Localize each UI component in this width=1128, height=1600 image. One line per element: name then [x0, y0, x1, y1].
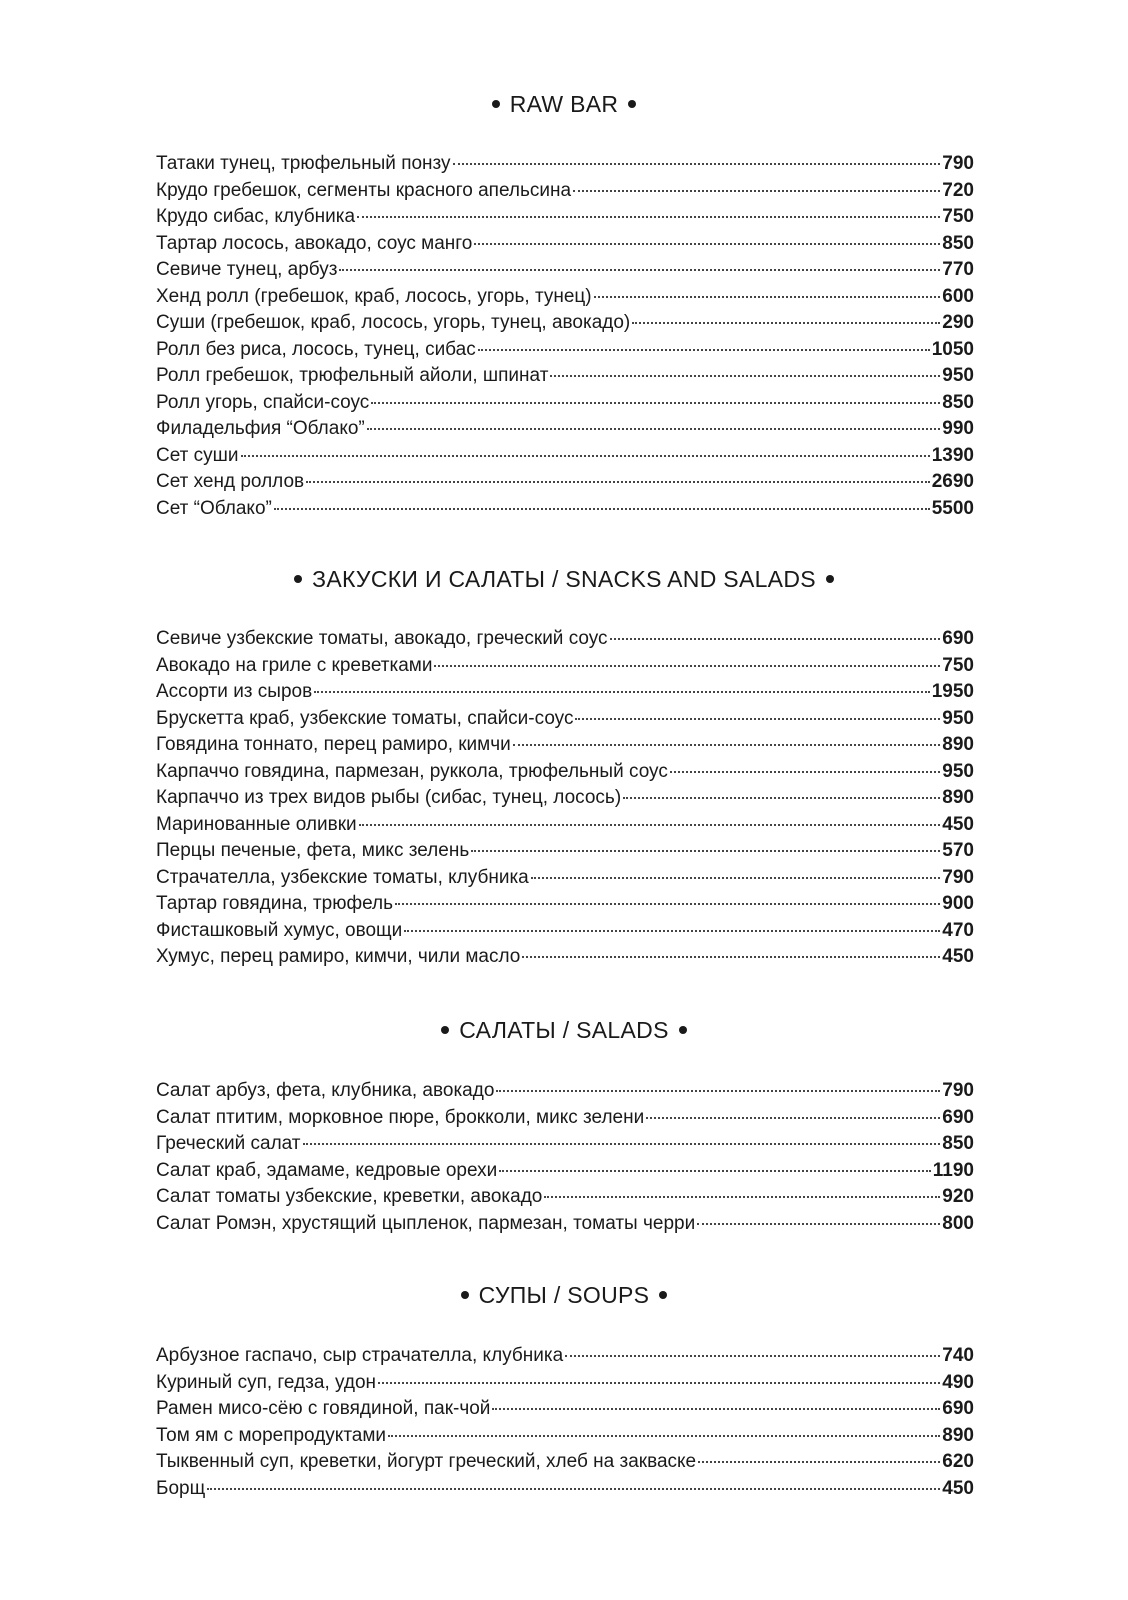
section-snacks-and-salads — [0, 564, 1128, 967]
menu-item — [156, 469, 974, 496]
item-name: Говядина тоннато, перец рамиро, кимчи — [156, 734, 511, 755]
menu-item — [156, 443, 974, 470]
dot-leader — [404, 930, 940, 932]
menu-item — [156, 1184, 974, 1211]
item-name: Салат томаты узбекские, креветки, авокадо — [156, 1186, 543, 1207]
menu-item — [156, 363, 974, 390]
section-salads — [0, 1015, 1128, 1234]
item-name: Крудо гребешок, сегменты красного апельсина — [156, 179, 572, 201]
item-price: 600 — [942, 285, 974, 307]
dot-leader — [496, 1090, 940, 1092]
item-name: Суши (гребешок, краб, лосось, угорь, тунец, авокадо) — [156, 312, 631, 333]
item-price: 790 — [942, 866, 974, 888]
dot-leader — [565, 1355, 940, 1357]
menu-item — [156, 865, 974, 892]
item-name: Сет суши — [156, 444, 239, 466]
menu-item — [156, 1211, 974, 1238]
item-price: 450 — [942, 813, 974, 835]
section-title — [0, 89, 1128, 119]
item-name: Сет хенд роллов — [156, 471, 305, 492]
dot-leader — [550, 375, 940, 377]
dot-leader — [367, 428, 941, 430]
dot-leader — [241, 455, 930, 457]
menu-item — [156, 706, 974, 733]
menu-list — [156, 626, 974, 971]
item-price: 490 — [942, 1371, 974, 1393]
bullet-icon — [461, 1291, 469, 1299]
item-name: Татаки тунец, трюфельный понзу — [156, 153, 451, 174]
dot-leader — [359, 824, 941, 826]
item-price: 890 — [942, 734, 974, 755]
dot-leader — [697, 1223, 940, 1225]
dot-leader — [471, 850, 940, 852]
menu-item — [156, 918, 974, 945]
bullet-icon — [441, 1026, 449, 1034]
bullet-icon — [492, 100, 500, 108]
item-name: Ролл гребешок, трюфельный айоли, шпинат — [156, 365, 549, 386]
menu-item — [156, 891, 974, 918]
dot-leader — [594, 296, 941, 298]
section-title — [0, 1015, 1128, 1045]
item-price: 850 — [942, 391, 974, 413]
menu-item — [156, 732, 974, 759]
item-price: 890 — [942, 1424, 974, 1446]
item-name: Том ям с морепродуктами — [156, 1424, 387, 1446]
dot-leader — [573, 190, 940, 192]
bullet-icon — [294, 575, 302, 583]
item-price: 990 — [942, 418, 974, 439]
section-soups — [0, 1280, 1128, 1499]
dot-leader — [395, 903, 940, 905]
item-name: Тартар лосось, авокадо, соус манго — [156, 232, 473, 254]
menu-list — [156, 1343, 974, 1502]
item-price: 950 — [942, 760, 974, 782]
item-price: 890 — [942, 787, 974, 808]
item-name: Салат птитим, морковное пюре, брокколи, микс зелени — [156, 1106, 645, 1128]
dot-leader — [575, 718, 940, 720]
dot-leader — [339, 269, 940, 271]
bullet-icon — [659, 1291, 667, 1299]
dot-leader — [632, 322, 940, 324]
dot-leader — [670, 771, 940, 773]
item-price: 900 — [942, 893, 974, 914]
item-name: Ассорти из сыров — [156, 681, 313, 702]
item-price: 920 — [942, 1186, 974, 1207]
dot-leader — [513, 744, 941, 746]
menu-item — [156, 1105, 974, 1132]
menu-item — [156, 838, 974, 865]
item-price: 5500 — [931, 497, 974, 519]
bullet-icon — [628, 100, 636, 108]
menu-item — [156, 178, 974, 205]
item-price: 1190 — [932, 1159, 974, 1181]
item-name: Салат арбуз, фета, клубника, авокадо — [156, 1080, 495, 1101]
item-name: Куриный суп, гедза, удон — [156, 1371, 377, 1393]
item-name: Карпаччо говядина, пармезан, руккола, трюфельный соус — [156, 760, 668, 782]
dot-leader — [371, 402, 940, 404]
dot-leader — [499, 1170, 931, 1172]
dot-leader — [314, 691, 930, 693]
section-title — [0, 564, 1128, 594]
bullet-icon — [826, 575, 834, 583]
menu-item — [156, 310, 974, 337]
item-price: 470 — [942, 919, 974, 941]
item-price: 290 — [942, 312, 974, 333]
menu-item — [156, 1131, 974, 1158]
dot-leader — [544, 1196, 940, 1198]
menu-item — [156, 1423, 974, 1450]
item-price: 750 — [942, 206, 974, 227]
dot-leader — [274, 508, 930, 510]
item-name: Тартар говядина, трюфель — [156, 893, 394, 914]
dot-leader — [357, 216, 940, 218]
item-price: 690 — [942, 1106, 974, 1128]
menu-item — [156, 1370, 974, 1397]
dot-leader — [306, 481, 930, 483]
item-name: Борщ — [156, 1477, 206, 1499]
item-price: 750 — [942, 654, 974, 676]
menu-item — [156, 944, 974, 971]
item-price: 790 — [942, 1080, 974, 1101]
menu-item — [156, 1158, 974, 1185]
item-price: 950 — [942, 365, 974, 386]
dot-leader — [388, 1435, 940, 1437]
item-name: Маринованные оливки — [156, 813, 357, 835]
dot-leader — [698, 1461, 940, 1463]
item-price: 1050 — [931, 338, 974, 360]
item-price: 1950 — [931, 681, 974, 702]
item-price: 450 — [942, 1477, 974, 1499]
item-name: Ролл без риса, лосось, тунец, сибас — [156, 338, 476, 360]
item-name: Греческий салат — [156, 1133, 301, 1154]
section-raw-bar — [0, 89, 1128, 519]
item-name: Ролл угорь, спайси-соус — [156, 391, 370, 413]
dot-leader — [303, 1143, 941, 1145]
dot-leader — [474, 243, 940, 245]
menu-item — [156, 337, 974, 364]
menu-item — [156, 785, 974, 812]
menu-item — [156, 812, 974, 839]
section-title-text: САЛАТЫ / SALADS — [459, 1017, 669, 1043]
item-price: 690 — [942, 628, 974, 649]
item-price: 790 — [942, 153, 974, 174]
item-price: 770 — [942, 259, 974, 280]
item-name: Хенд ролл (гребешок, краб, лосось, угорь, тунец) — [156, 285, 592, 307]
item-name: Брускетта краб, узбекские томаты, спайси-соус — [156, 707, 574, 729]
item-price: 1390 — [931, 444, 974, 466]
menu-list — [156, 1078, 974, 1237]
item-name: Тыквенный суп, креветки, йогурт греческий, хлеб на закваске — [156, 1451, 697, 1472]
dot-leader — [434, 665, 940, 667]
menu-item — [156, 626, 974, 653]
menu-item — [156, 204, 974, 231]
section-title-text: ЗАКУСКИ И САЛАТЫ / SNACKS AND SALADS — [312, 566, 816, 592]
menu-item — [156, 679, 974, 706]
item-name: Страчателла, узбекские томаты, клубника — [156, 866, 529, 888]
section-title — [0, 1280, 1128, 1310]
menu-item — [156, 284, 974, 311]
dot-leader — [531, 877, 941, 879]
dot-leader — [378, 1382, 940, 1384]
menu-item — [156, 653, 974, 680]
menu-item — [156, 257, 974, 284]
item-price: 570 — [942, 840, 974, 861]
item-name: Перцы печеные, фета, микс зелень — [156, 840, 470, 861]
item-price: 800 — [942, 1212, 974, 1234]
menu-item — [156, 1476, 974, 1503]
item-price: 690 — [942, 1398, 974, 1419]
menu-item — [156, 1449, 974, 1476]
dot-leader — [522, 956, 940, 958]
menu-item — [156, 151, 974, 178]
dot-leader — [646, 1117, 940, 1119]
item-price: 720 — [942, 179, 974, 201]
menu-item — [156, 759, 974, 786]
menu-item — [156, 231, 974, 258]
item-name: Севиче узбекские томаты, авокадо, греческий соус — [156, 628, 608, 649]
dot-leader — [453, 163, 941, 165]
item-name: Сет “Облако” — [156, 497, 272, 519]
section-title-text: СУПЫ / SOUPS — [478, 1282, 650, 1308]
item-price: 740 — [942, 1345, 974, 1366]
dot-leader — [492, 1408, 940, 1410]
item-name: Филадельфия “Облако” — [156, 418, 365, 439]
menu-item — [156, 390, 974, 417]
item-price: 850 — [942, 1133, 974, 1154]
item-name: Севиче тунец, арбуз — [156, 259, 338, 280]
item-name: Карпаччо из трех видов рыбы (сибас, тунец, лосось) — [156, 787, 622, 808]
menu-item — [156, 1078, 974, 1105]
bullet-icon — [679, 1026, 687, 1034]
item-name: Фисташковый хумус, овощи — [156, 919, 403, 941]
dot-leader — [610, 638, 941, 640]
dot-leader — [207, 1488, 940, 1490]
item-name: Авокадо на гриле с креветками — [156, 654, 433, 676]
dot-leader — [623, 797, 940, 799]
item-price: 850 — [942, 232, 974, 254]
item-price: 2690 — [931, 471, 974, 492]
menu-item — [156, 1343, 974, 1370]
item-name: Салат Ромэн, хрустящий цыпленок, пармезан, томаты черри — [156, 1212, 696, 1234]
item-name: Салат краб, эдамаме, кедровые орехи — [156, 1159, 498, 1181]
item-name: Арбузное гаспачо, сыр страчателла, клубника — [156, 1345, 564, 1366]
item-price: 450 — [942, 946, 974, 967]
section-title-text: RAW BAR — [509, 91, 619, 117]
menu-item — [156, 496, 974, 523]
menu-item — [156, 1396, 974, 1423]
menu-item — [156, 416, 974, 443]
item-price: 620 — [942, 1451, 974, 1472]
menu-list — [156, 151, 974, 522]
item-price: 950 — [942, 707, 974, 729]
item-name: Хумус, перец рамиро, кимчи, чили масло — [156, 946, 521, 967]
item-name: Рамен мисо-сёю с говядиной, пак-чой — [156, 1398, 491, 1419]
dot-leader — [478, 349, 930, 351]
item-name: Крудо сибас, клубника — [156, 206, 356, 227]
